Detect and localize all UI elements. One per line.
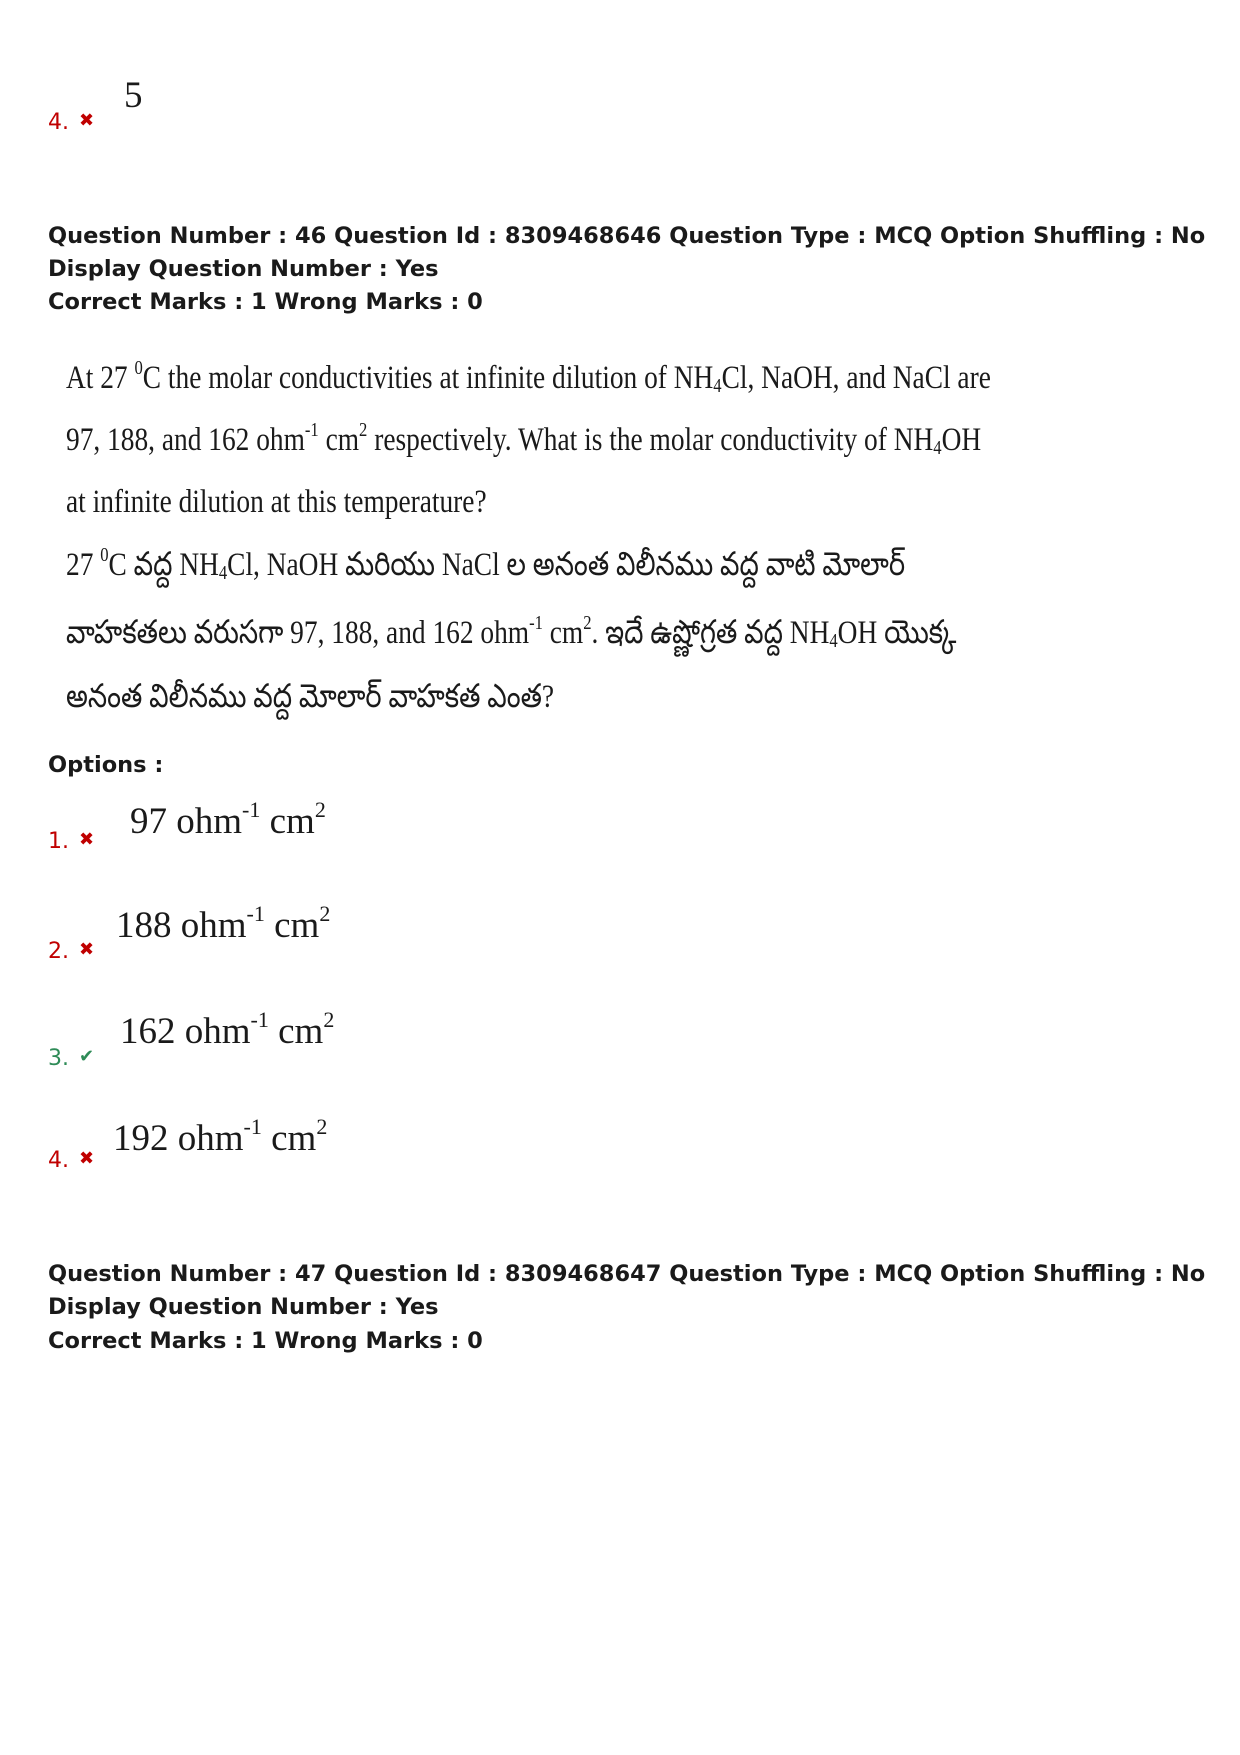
question-46-marks: [48, 286, 483, 319]
text-run: cm: [542, 615, 584, 651]
cross-icon: ✖: [79, 1148, 95, 1169]
question-47-meta: [48, 1258, 1205, 1324]
option-exponent: -1: [250, 1007, 269, 1032]
text-run: respectively. What is the molar conductivity of NH: [367, 422, 934, 458]
superscript: 0: [134, 357, 143, 379]
option-number: 4.: [48, 1148, 69, 1173]
option-value-number: 188: [116, 905, 172, 946]
text-run: OH: [941, 422, 982, 458]
prev-option-4-label: [48, 110, 94, 135]
text-run: 27: [66, 547, 101, 583]
text-run: C the molar conductivities at infinite dilution of NH: [142, 360, 714, 396]
subscript: 4: [218, 562, 228, 584]
option-1-value: [130, 797, 326, 843]
prev-option-4-value: 5: [124, 75, 143, 116]
text-run: Cl, NaOH, and NaCl are: [721, 360, 991, 396]
option-unit: cm: [271, 1118, 317, 1159]
option-number: 3.: [48, 1046, 69, 1071]
option-exponent: 2: [323, 1007, 335, 1032]
subscript: 4: [713, 375, 722, 397]
superscript: -1: [529, 612, 543, 634]
option-unit: ohm: [177, 1118, 244, 1159]
option-exponent: -1: [246, 901, 265, 926]
question-text-line: [66, 546, 905, 591]
option-exponent: 2: [319, 901, 331, 926]
cross-icon: ✖: [79, 110, 95, 131]
option-exponent: 2: [316, 1114, 328, 1139]
option-unit: cm: [278, 1011, 324, 1052]
question-47-marks: [48, 1325, 483, 1358]
option-number: 2.: [48, 939, 69, 964]
option-4-value: [113, 1114, 328, 1160]
option-unit: cm: [274, 905, 320, 946]
superscript: 2: [359, 419, 368, 441]
question-46-meta-line-1: Question Number : 46 Question Id : 8309468646 Question Type : MCQ Option Shuffling : No: [48, 223, 1206, 249]
text-run: at infinite dilution at this temperature?: [66, 484, 487, 520]
option-unit: ohm: [180, 905, 247, 946]
text-run: . ఇదే ఉష్ణోగ్రత వద్ద NH: [591, 615, 830, 651]
question-47-meta-line-1: Question Number : 47 Question Id : 8309468647 Question Type : MCQ Option Shuffling : No: [48, 1261, 1206, 1287]
question-46-marks-line: Correct Marks : 1 Wrong Marks : 0: [48, 289, 483, 315]
option-unit: cm: [269, 801, 315, 842]
option-number: 4.: [48, 110, 69, 135]
check-icon: ✔: [79, 1046, 95, 1067]
option-3-value: [120, 1007, 335, 1053]
subscript: 4: [933, 437, 942, 459]
superscript: 0: [100, 544, 109, 566]
text-run: At 27: [66, 360, 135, 396]
option-unit: ohm: [184, 1011, 251, 1052]
question-47-marks-line: Correct Marks : 1 Wrong Marks : 0: [48, 1328, 483, 1354]
cross-icon: ✖: [79, 939, 95, 960]
text-run: అనంత విలీనము వద్ద మోలార్ వాహకత ఎంత?: [66, 679, 555, 715]
question-46-meta-line-2: Display Question Number : Yes: [48, 256, 439, 282]
option-unit: ohm: [176, 801, 243, 842]
question-47-meta-line-2: Display Question Number : Yes: [48, 1294, 439, 1320]
text-run: వాహకతలు వరుసగా 97, 188, and 162 ohm: [66, 615, 530, 651]
cross-icon: ✖: [79, 829, 95, 850]
subscript: 4: [829, 630, 838, 652]
option-2-value: [116, 901, 331, 947]
text-run: OH యొక్క: [837, 615, 957, 651]
option-1-label: [48, 829, 94, 854]
text-run: Cl, NaOH మరియు NaCl ల అనంత విలీనము వద్ద వాటి మోలార్: [227, 547, 906, 583]
option-value-number: 162: [120, 1011, 176, 1052]
option-3-label: [48, 1046, 94, 1071]
option-value-number: 97: [130, 801, 167, 842]
question-text-line: [66, 419, 982, 459]
options-heading: Options :: [48, 752, 164, 778]
question-text-line: [66, 678, 554, 723]
option-value-number: 192: [113, 1118, 169, 1159]
text-run: 97, 188, and 162 ohm: [66, 422, 305, 458]
text-run: cm: [318, 422, 360, 458]
text-run: C వద్ద NH: [108, 547, 219, 583]
question-46-meta: [48, 220, 1205, 286]
option-number: 1.: [48, 829, 69, 854]
question-text-line: [66, 484, 487, 521]
option-exponent: 2: [314, 797, 326, 822]
superscript: -1: [304, 419, 319, 441]
option-2-label: [48, 939, 94, 964]
option-exponent: -1: [243, 1114, 262, 1139]
question-text-line: [66, 614, 956, 659]
option-exponent: -1: [242, 797, 261, 822]
question-text-line: [66, 357, 991, 397]
option-4-label: [48, 1148, 94, 1173]
superscript: 2: [583, 612, 592, 634]
